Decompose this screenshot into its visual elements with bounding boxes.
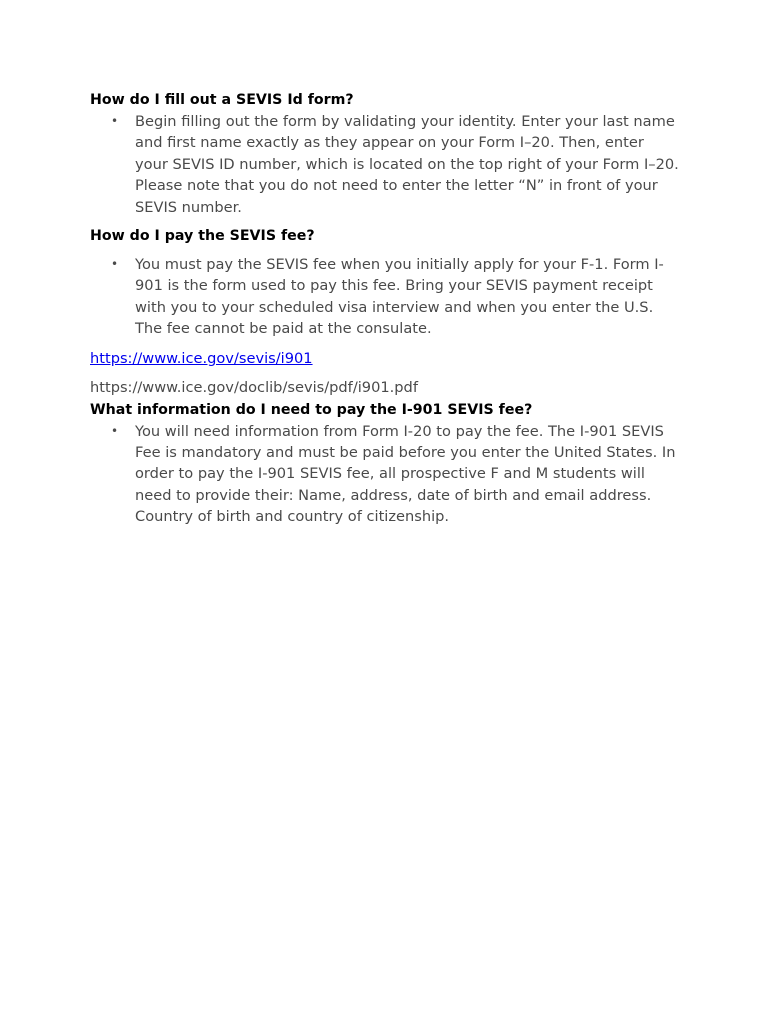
section-heading-pay-sevis-fee: How do I pay the SEVIS fee? xyxy=(90,228,315,245)
bullet-icon: • xyxy=(111,423,119,438)
document-page xyxy=(90,90,680,528)
bullet-list-pay-sevis-fee xyxy=(90,254,680,340)
list-item xyxy=(90,254,680,340)
list-item xyxy=(90,111,680,218)
list-item xyxy=(90,421,680,528)
bullet-list-info-needed xyxy=(90,421,680,528)
list-item-text: Begin filling out the form by validating your identity. Enter your last name and first name exactly as they appear on your Form I–20. Then, enter your SEVIS ID number, which is located on the top right of your Form I–20. Please note that you do not need to enter the letter “N” in front of your SEVIS number. xyxy=(135,113,679,216)
i901-pdf-url-text: https://www.ice.gov/doclib/sevis/pdf/i901.pdf xyxy=(90,378,418,396)
bullet-icon: • xyxy=(111,114,119,128)
list-item-text: You will need information from Form I-20 to pay the fee. The I-901 SEVIS Fee is mandatory and must be paid before you enter the United States. In order to pay the I-901 SEVIS fee, all prospective F and M students will need to provide their: Name, address, date of birth and email address. Country of birth and country of citizenship. xyxy=(135,422,676,526)
bullet-list-sevis-id-form xyxy=(90,111,680,218)
bullet-icon: • xyxy=(111,257,119,272)
ice-i901-link[interactable]: https://www.ice.gov/sevis/i901 xyxy=(90,349,313,367)
section-heading-info-needed: What information do I need to pay the I-901 SEVIS fee? xyxy=(90,401,533,418)
section-heading-sevis-id-form: How do I fill out a SEVIS Id form? xyxy=(90,92,354,108)
list-item-text: You must pay the SEVIS fee when you initially apply for your F-1. Form I-901 is the form used to pay this fee. Bring your SEVIS payment receipt with you to your scheduled visa interview and when you enter the U.S. The fee cannot be paid at the consulate. xyxy=(135,256,664,338)
